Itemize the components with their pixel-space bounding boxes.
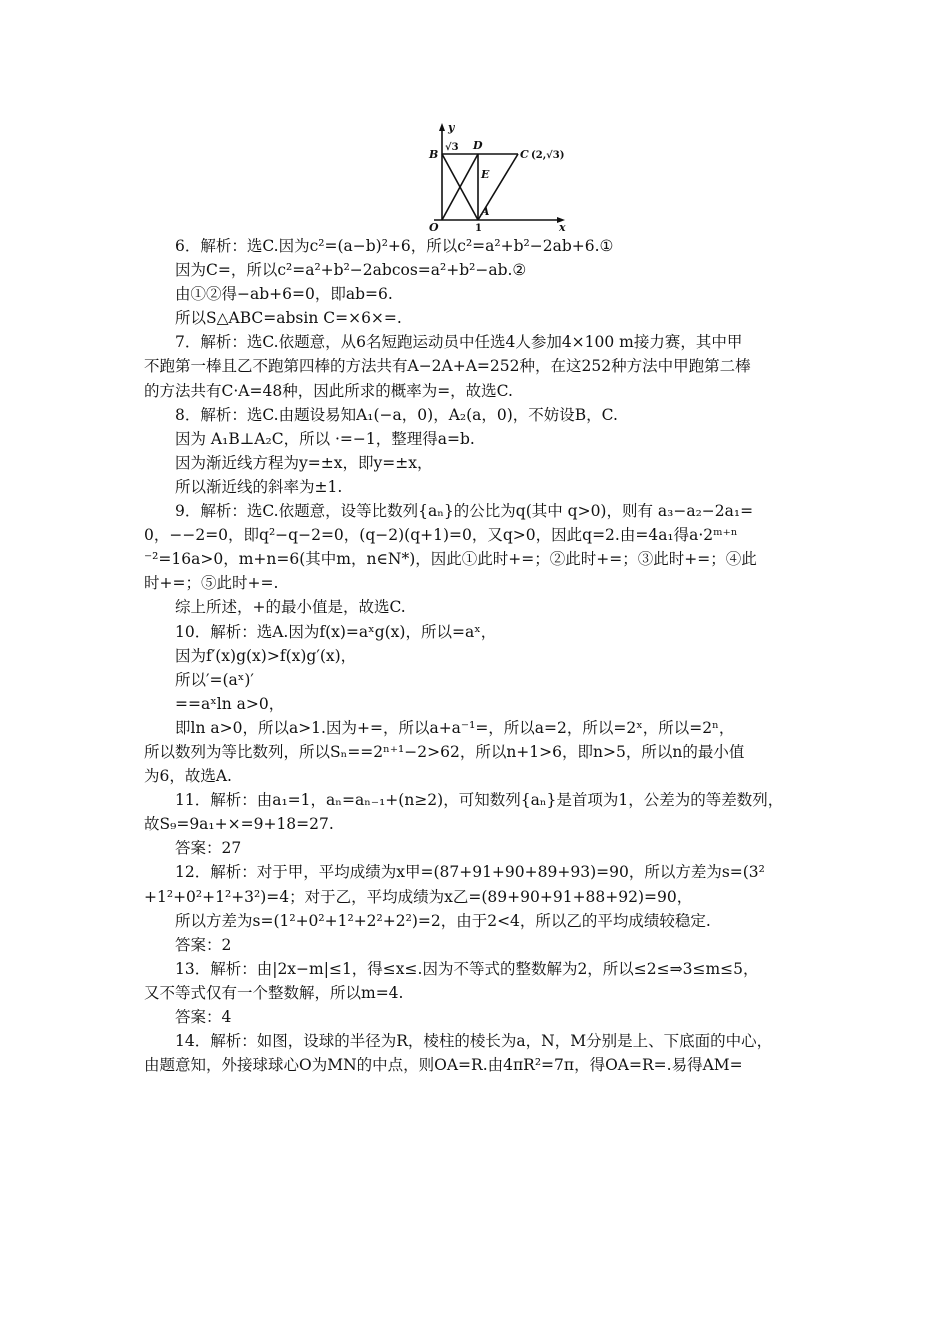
text-line: 所以渐近线的斜率为±1. xyxy=(175,477,343,496)
label-one: 1 xyxy=(475,223,482,232)
text-line: ⁻²=16a>0，m+n=6(其中m，n∈N*)，因此①此时+=；②此时+=；③此时+=；④此 xyxy=(144,550,757,569)
text-line: 时+=；⑤此时+=. xyxy=(144,574,279,593)
label-d: D xyxy=(473,139,483,152)
text-line: 不跑第一棒且乙不跑第四棒的方法共有A−2A+A=252种，在这252种方法中甲跑第二棒 xyxy=(144,357,751,376)
text-line: 所以S△ABC=absin C=×6×=. xyxy=(175,309,402,328)
text-line: 为6，故选A. xyxy=(144,767,232,786)
text-line: 所以′=(aˣ)′ xyxy=(175,670,254,689)
text-line: 所以数列为等比数列，所以Sₙ==2ⁿ⁺¹−2>62，所以n+1>6，即n>5，所以n的最小值 xyxy=(144,742,745,761)
text-line: 答案：4 xyxy=(175,1008,232,1026)
text-line: 11．解析：由a₁=1，aₙ=aₙ₋₁+(n≥2)，可知数列{aₙ}是首项为1，公差为的等差数列， xyxy=(175,791,784,810)
text-line: 因为 A₁B⊥A₂C，所以 ·=−1，整理得a=b. xyxy=(175,429,475,448)
text-line: 又不等式仅有一个整数解，所以m=4. xyxy=(144,983,404,1002)
text-line: 因为f′(x)g(x)>f(x)g′(x)， xyxy=(175,646,357,665)
text-line: 8．解析：选C.由题设易知A₁(−a，0)，A₂(a，0)，不妨设B，C. xyxy=(175,405,618,424)
text-line: 即ln a>0，所以a>1.因为+=，所以a+a⁻¹=，所以a=2，所以=2ˣ，所以=2ⁿ， xyxy=(175,718,735,737)
label-x: x xyxy=(559,221,566,232)
label-y: y xyxy=(448,121,455,134)
text-line: 所以方差为s=(1²+0²+1²+2²+2²)=2，由于2<4，所以乙的平均成绩较稳定. xyxy=(175,911,711,930)
text-line: 12．解析：对于甲，平均成绩为x甲=(87+91+90+89+93)=90，所以方差为s=(3² xyxy=(175,863,765,882)
text-line: +1²+0²+1²+3²)=4；对于乙，平均成绩为x乙=(89+90+91+88+92)=90， xyxy=(144,887,693,906)
text-line: 14．解析：如图，设球的半径为R，棱柱的棱长为a，N，M分别是上、下底面的中心， xyxy=(175,1032,773,1051)
text-line: 答案：2 xyxy=(175,935,232,954)
text-line: 0，−−2=0，即q²−q−2=0，(q−2)(q+1)=0，又q>0，因此q=2.由=4a₁得a·2ᵐ⁺ⁿ xyxy=(144,526,738,545)
text-line: 10．解析：选A.因为f(x)=aˣg(x)，所以=aˣ， xyxy=(175,622,497,641)
text-line: ==aˣln a>0， xyxy=(175,694,285,713)
label-b: B xyxy=(429,148,439,161)
label-c: C xyxy=(520,148,529,161)
text-line: 因为渐近线方程为y=±x，即y=±x， xyxy=(175,453,433,472)
text-line: 因为C=，所以c²=a²+b²−2abcos=a²+b²−ab.② xyxy=(175,261,527,280)
text-line: 9．解析：选C.依题意，设等比数列{aₙ}的公比为q(其中 q>0)，则有 a₃−a₂−2a₁= xyxy=(175,502,754,521)
text-line: 13．解析：由|2x−m|≤1，得≤x≤.因为不等式的整数解为2，所以≤2≤⇒3≤m≤5， xyxy=(175,959,759,978)
solution-text xyxy=(144,234,816,1077)
text-line: 答案：27 xyxy=(175,839,242,858)
label-e: E xyxy=(481,168,490,181)
geometry-diagram xyxy=(418,120,568,232)
label-sqrt3: √3 xyxy=(445,142,459,153)
text-line: 6．解析：选C.因为c²=(a−b)²+6，所以c²=a²+b²−2ab+6.① xyxy=(175,237,614,255)
text-line: 综上所述，+的最小值是，故选C. xyxy=(175,598,406,617)
text-line: 由题意知，外接球球心O为MN的中点，则OA=R.由4πR²=7π，得OA=R=.易得AM= xyxy=(144,1056,743,1075)
label-a: A xyxy=(481,205,490,218)
y-axis-arrow xyxy=(439,123,445,131)
text-line: 由①②得−ab+6=0，即ab=6. xyxy=(175,285,393,304)
coordinate-figure xyxy=(418,120,568,232)
label-c-coord: (2,√3) xyxy=(531,150,565,161)
text-line: 故S₉=9a₁+×=9+18=27. xyxy=(144,815,334,834)
text-line: 的方法共有C·A=48种，因此所求的概率为=，故选C. xyxy=(144,381,513,400)
text-line: 7．解析：选C.依题意，从6名短跑运动员中任选4人参加4×100 m接力赛，其中甲 xyxy=(175,333,743,352)
label-o: O xyxy=(429,221,439,232)
